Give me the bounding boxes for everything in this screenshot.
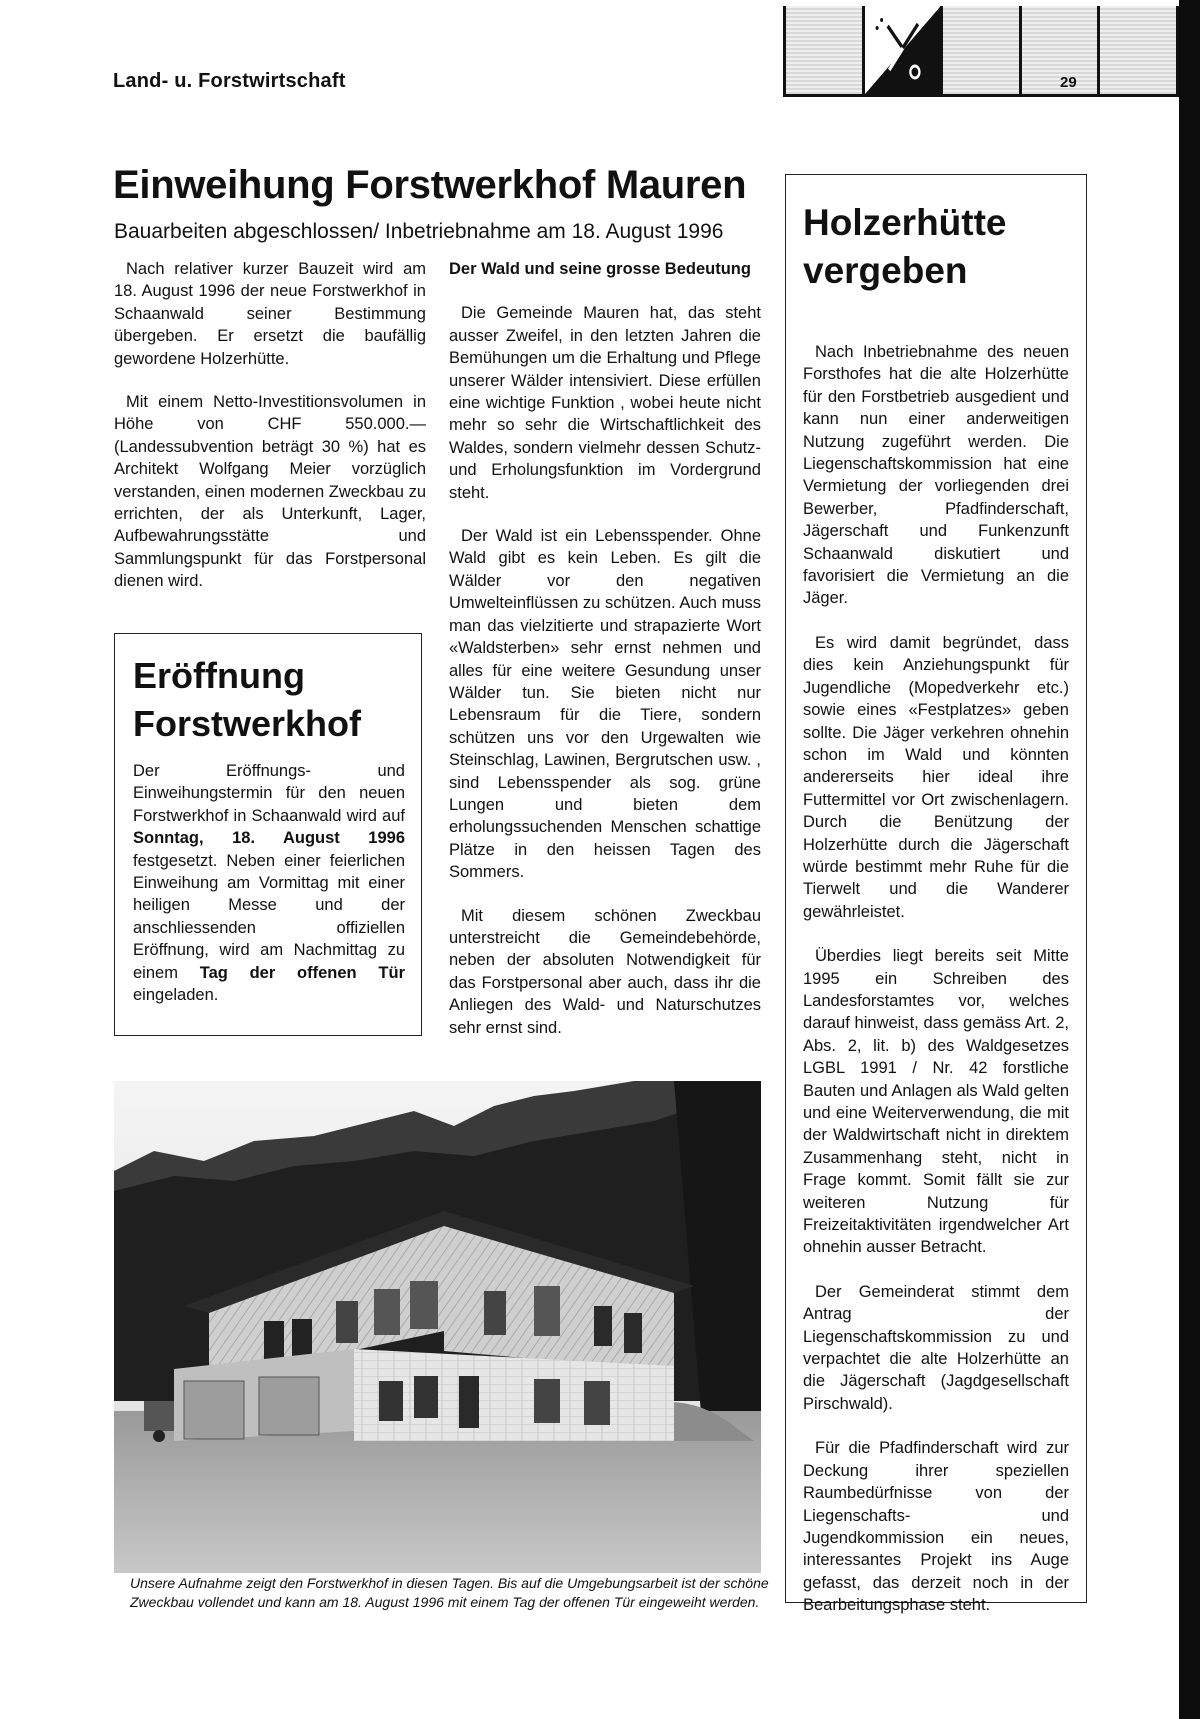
article-column-2 — [449, 258, 761, 1060]
sidebar-title-line-2: vergeben — [803, 250, 968, 291]
column-heading: Der Wald und seine grosse Bedeutung — [449, 260, 751, 278]
paragraph: Mit einem Netto-Investitionsvolumen in Höhe von CHF 550.000.— (Landessubvention beträgt 30 %) hat es Architekt Wolfgang Meier vorzüglich verstanden, einen modernen Zweckbau zu errichten, der als Unterkunft, Lager, Aufbewahrungsstätte und Sammlungspunkt für das Forstpersonal dienen wird. — [114, 393, 426, 591]
header-bar-cell — [940, 6, 1019, 94]
header-bar-cell — [1097, 6, 1179, 94]
header-bar — [783, 6, 1179, 94]
section-label: Land- u. Forstwirtschaft — [113, 70, 346, 92]
opening-box-title-line-1: Eröffnung — [133, 655, 305, 696]
opening-text-3: eingeladen. — [133, 986, 219, 1005]
scan-edge — [1179, 0, 1200, 1719]
paragraph: Nach relativer kurzer Bauzeit wird am 18. August 1996 der neue Forstwerkhof in Schaanwald seiner Bestimmung übergeben. Er ersetzt die baufällig gewordene Holzerhütte. — [114, 260, 426, 368]
open-day-label: Tag der offenen Tür — [199, 963, 405, 982]
building-photo — [114, 1081, 761, 1574]
article-headline: Einweihung Forstwerkhof Mauren — [113, 163, 747, 207]
crossed-tools-emblem-icon — [862, 6, 941, 94]
article-subheadline: Bauarbeiten abgeschlossen/ Inbetriebnahme am 18. August 1996 — [114, 220, 724, 243]
paragraph: Nach Inbetriebnahme des neuen Forsthofes hat die alte Holzerhütte für den Forstbetrieb ausgedient und kann nun einer anderweitigen Nutzung zugeführt werden. Die Liegenschaftskommission hat eine Vermietung der vorliegenden drei Bewerber, Pfadfinderschaft, Jägerschaft und Funkenzunft Schaanwald diskutiert und favorisiert die Vermietung an die Jäger. — [803, 343, 1069, 608]
sidebar-title-line-1: Holzerhütte — [803, 202, 1007, 243]
paragraph: Die Gemeinde Mauren hat, das steht ausser Zweifel, in den letzten Jahren die Bemühungen um die Erhaltung und Pflege unserer Wälder intensiviert. Diese erfüllen eine wichtige Funktion , wobei heute nicht mehr so sehr die Wirtschaftlichkeit des Waldes, sondern vielmehr dessen Schutz- und Erholungsfunktion im Vordergrund steht. — [449, 304, 761, 502]
paragraph: Der Gemeinderat stimmt dem Antrag der Liegenschaftskommission zu und verpachtet die alte Holzerhütte an die Jägerschaft (Jagdgesellschaft Pirschwald). — [803, 1282, 1069, 1413]
paragraph: Der Wald ist ein Lebensspender. Ohne Wald gibt es kein Leben. Es gilt die Wälder vor den negativen Umwelteinflüssen zu schützen. Auch muss man das vielzitierte und strapazierte Wort «Waldsterben» sehr ernst nehmen und alles für eine weitere Gesundung unser Wälder tun. Sie bieten nicht nur Lebensraum für die Tiere, sondern schützen uns vor den Urgewalten wie Steinschlag, Lawinen, Bergrutschen usw. , sind Lebensspender als sog. grüne Lungen und bieten dem erholungssuchenden Menschen schattige Plätze in den heissen Tagen des Sommers. — [449, 527, 761, 882]
opening-box-title — [133, 652, 361, 748]
header-bar-cell — [1019, 6, 1098, 94]
opening-box-title-line-2: Forstwerkhof — [133, 703, 362, 744]
sidebar-title — [803, 199, 1007, 295]
paragraph: Für die Pfadfinderschaft wird zur Deckung ihrer speziellen Raumbedürfnisse von der Liegenschafts- und Jugendkommission ein neues, interessantes Projekt ins Auge gefasst, das derzeit noch in der Bearbeitungsphase steht. — [803, 1439, 1069, 1615]
opening-text-2: festgesetzt. Neben einer feierlichen Einweihung am Vormittag mit einer heiligen Messe und der anschliessenden offiziellen Eröffnung, wird am Nachmittag zu einem — [133, 851, 405, 982]
header-rule — [783, 94, 1179, 97]
sidebar-text — [803, 341, 1069, 1639]
page-number: 29 — [1060, 74, 1077, 91]
opening-text-1: Der Eröffnungs- und Einweihungstermin für den neuen Forstwerkhof in Schaanwald wird auf — [133, 762, 405, 825]
photo-caption: Unsere Aufnahme zeigt den Forstwerkhof in diesen Tagen. Bis auf die Umgebungsarbeit ist der schöne Zweckbau vollendet und kann am 18. August 1996 mit einem Tag der offenen Tür eingeweiht werden. — [130, 1575, 769, 1610]
paragraph: Überdies liegt bereits seit Mitte 1995 ein Schreiben des Landesforstamtes vor, welches darauf hinweist, dass gemäss Art. 2, Abs. 2, lit. b) des Waldgesetzes LGBL 1991 / Nr. 42 forstliche Bauten und Anlagen als Wald gelten und eine Weiterverwendung, die mit der Waldwirtschaft nicht in direktem Zusammenhang steht, nicht in Frage kommt. Somit fällt sie zur weiteren Nutzung für Freizeitaktivitäten irgendwelcher Art ohnehin ausser Betracht. — [803, 947, 1069, 1257]
opening-date: Sonntag, 18. August 1996 — [133, 829, 405, 848]
opening-box-text — [133, 760, 405, 1006]
sidebar-box — [785, 174, 1087, 1615]
paragraph: Mit diesem schönen Zweckbau unterstreicht die Gemeindebehörde, neben der absoluten Notwendigkeit für das Forstpersonal aber auch, dass ihr die Anliegen des Wald- und Naturschutzes sehr ernst sind. — [449, 906, 761, 1037]
paragraph: Es wird damit begründet, dass dies kein Anziehungspunkt für Jugendliche (Mopedverkehr etc.) sowie eines «Festplatzes» geben sollte. Die Jäger verkehren ohnehin schon im Wald und könnten andererseits hier ideal ihre Futtermittel vor Ort zwischenlagern. Durch die Benützung der Holzerhütte durch die Jägerschaft würde bestimmt mehr Ruhe für die Tierwelt und die Wanderer gewährleistet. — [803, 633, 1069, 921]
forestry-building-image — [114, 1081, 761, 1574]
article-column-1 — [114, 258, 426, 614]
opening-box — [114, 633, 422, 1036]
header-bar-cell — [783, 6, 862, 94]
